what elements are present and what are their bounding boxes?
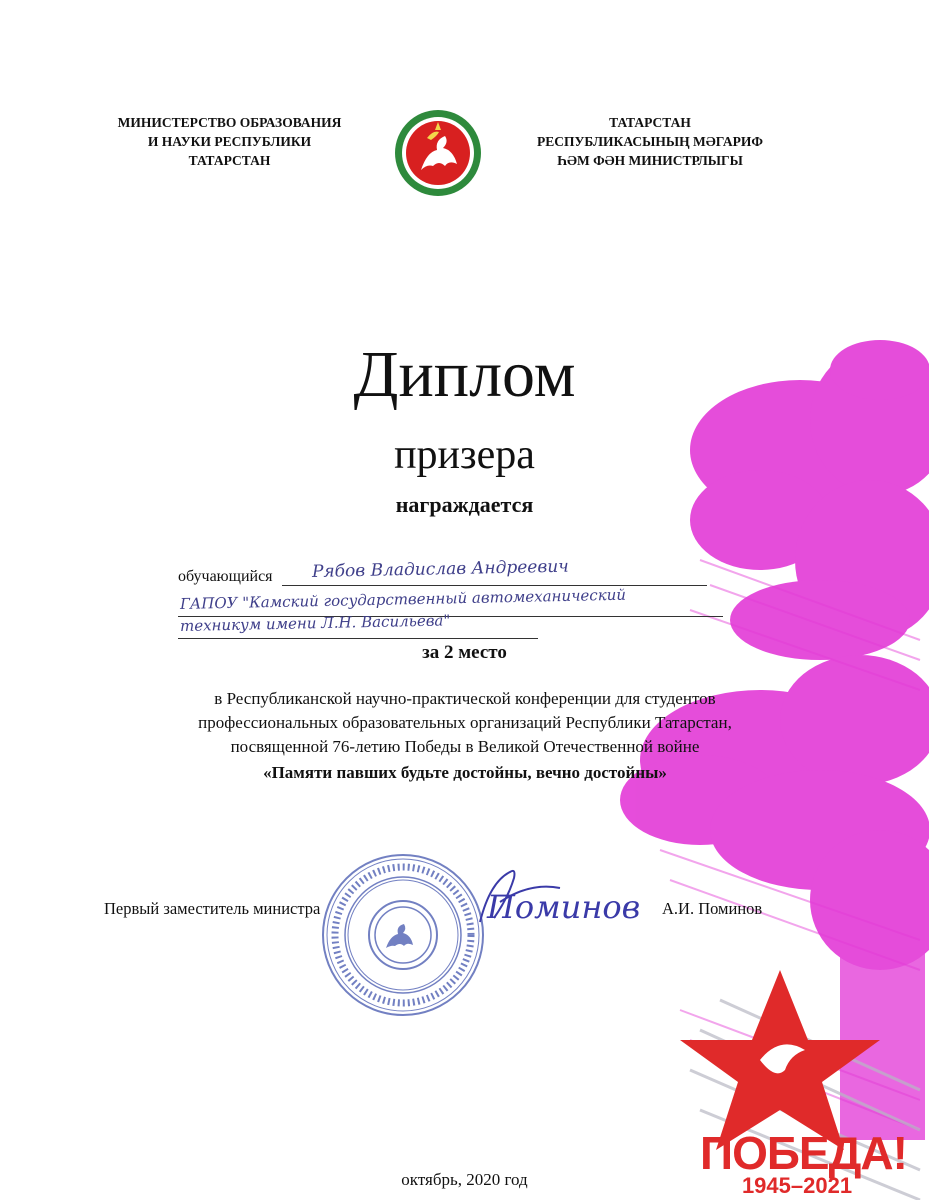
- recipient-label: обучающийся: [178, 568, 273, 585]
- diploma-title: Диплом: [353, 338, 576, 411]
- signatory-position: Первый заместитель министра: [104, 899, 321, 918]
- header-left-line-3: ТАТАРСТАН: [188, 153, 271, 168]
- tatarstan-coat-of-arms-icon: [393, 108, 483, 198]
- signatory-name: А.И. Поминов: [662, 899, 763, 918]
- header-right-line-1: ТАТАРСТАН: [609, 115, 691, 130]
- conference-name: «Памяти павших будьте достойны, вечно достойны»: [263, 763, 667, 782]
- body-line-3: посвященной 76-летию Победы в Великой Отечественной войне: [230, 737, 700, 756]
- institution-line-1: ГАПОУ "Камский государственный автомеханический: [179, 585, 627, 613]
- issue-date: октябрь, 2020 год: [401, 1170, 528, 1189]
- header-right-line-2: РЕСПУБЛИКАСЫНЫҢ МӘГАРИФ: [537, 134, 763, 149]
- ministry-name-tatar: [510, 113, 790, 170]
- signature-text: Поминов: [487, 888, 641, 926]
- header-left-line-1: МИНИСТЕРСТВО ОБРАЗОВАНИЯ: [117, 115, 342, 130]
- diploma-subtitle: призера: [394, 432, 535, 478]
- victory-years: 1945–2021: [741, 1173, 853, 1198]
- recipient-name: Рябов Владислав Андреевич: [311, 556, 569, 582]
- header-left-line-2: И НАУКИ РЕСПУБЛИКИ: [147, 134, 312, 149]
- body-line-2: профессиональных образовательных организаций Республики Татарстан,: [198, 713, 732, 732]
- award-place: за 2 место: [422, 642, 507, 663]
- institution-underline-2: [178, 638, 538, 639]
- header-right-line-3: ҺӘМ ФӘН МИНИСТРЛЫГЫ: [557, 153, 743, 168]
- ministry-name-russian: [92, 113, 367, 170]
- name-underline: [282, 585, 707, 586]
- awarded-heading: награждается: [395, 492, 534, 517]
- victory-title: ПОБЕДА!: [700, 1127, 907, 1179]
- body-line-1: в Республиканской научно-практической конференции для студентов: [214, 689, 716, 708]
- institution-line-2: техникум имени Л.Н. Васильева": [179, 611, 451, 635]
